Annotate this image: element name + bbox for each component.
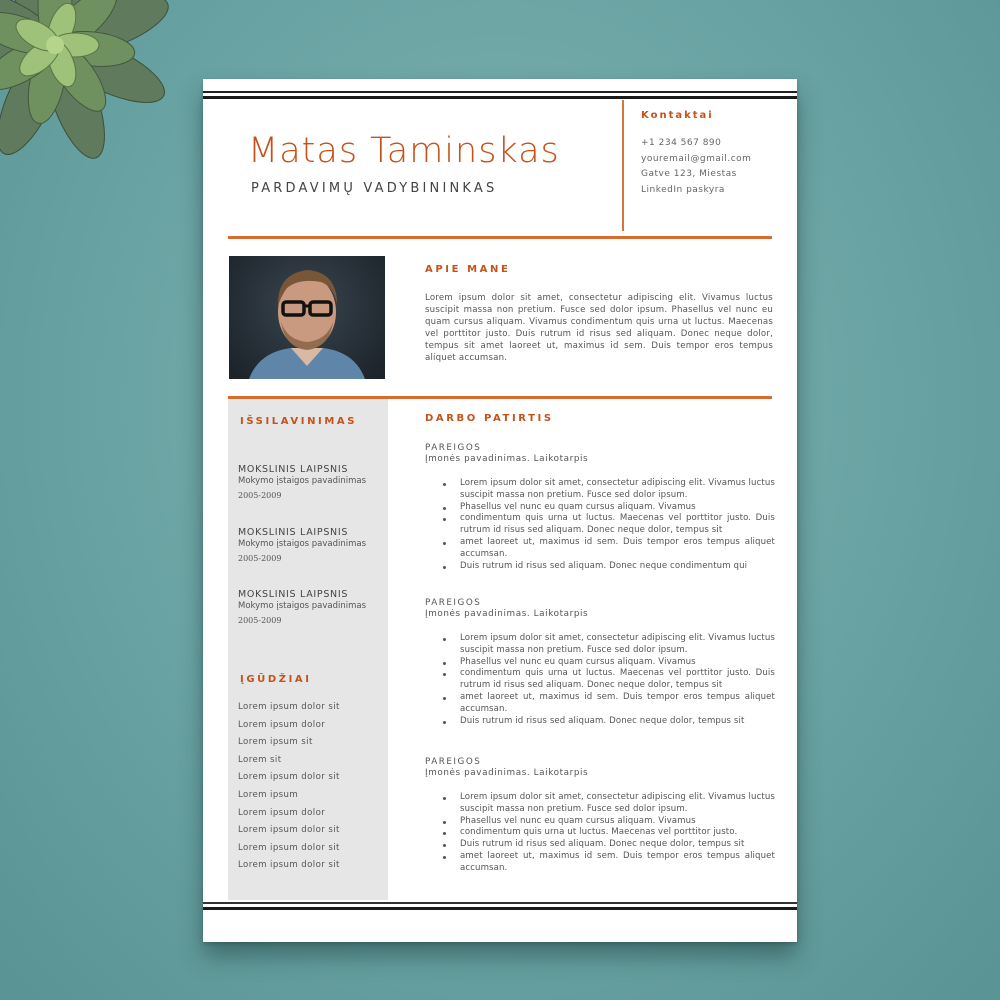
skill-item: Lorem ipsum dolor sit [238,772,340,783]
education-degree: MOKSLINIS LAIPSNIS [238,589,349,600]
education-years: 2005-2009 [238,491,282,500]
job-bullet: amet laoreet ut, maximus id sem. Duis tempor eros tempus aliquet accumsan. [441,851,775,875]
job-bullet: Lorem ipsum dolor sit amet, consectetur adipiscing elit. Vivamus luctus suscipit massa non pretium. Fusce sed dolor ipsum. [441,478,775,502]
succulent-plant-decoration [0,0,200,180]
person-portrait-icon [229,256,385,379]
skill-item: Lorem ipsum sit [238,737,313,748]
job-bullet: condimentum quis urna ut luctus. Maecenas vel porttitor justo. Duis rutrum id risus sed aliquam. Donec neque dolor, tempus sit [441,668,775,692]
education-school: Mokymo įstaigos pavadinimas [238,476,367,486]
top-border-rule [203,91,797,93]
skill-item: Lorem ipsum [238,789,299,800]
job-bullet: Duis rutrum id risus sed aliquam. Donec neque dolor, tempus sit [441,716,775,728]
resume-page [203,79,797,942]
education-degree: MOKSLINIS LAIPSNIS [238,464,349,475]
about-title: APIE MANE [425,264,511,275]
job-bullet: Phasellus vel nunc eu quam cursus aliquam. Vivamus [441,816,775,828]
experience-entry [425,443,775,572]
contact-address: Gatve 123, Miestas [641,169,737,179]
education-item [238,527,366,563]
skill-item: Lorem ipsum dolor sit [238,825,340,836]
job-company: Įmonės pavadinimas. Laikotarpis [425,609,589,619]
contact-email: youremail@gmail.com [641,153,752,164]
about-text: Lorem ipsum dolor sit amet, consectetur adipiscing elit. Vivamus luctus suscipit massa non pretium. Fusce sed dolor ipsum. Phasellus vel nunc eu quam cursus aliquam. Vivamus condimentum quis urna ut luctus. Maecenas vel porttitor justo. Duis rutrum id risus sed aliquam. Donec neque dolor, tempus sit amet laoreet ut, maximus id sem. Duis tempor eros tempus aliquet accumsan. [425,293,773,363]
experience-title: DARBO PATIRTIS [425,413,554,424]
job-company: Įmonės pavadinimas. Laikotarpis [425,768,589,778]
skills-list [238,702,340,878]
bottom-border-rule [203,907,797,910]
skill-item: Lorem ipsum dolor [238,807,326,818]
job-title: PARDAVIMŲ VADYBININKAS [251,181,498,196]
job-bullet: condimentum quis urna ut luctus. Maecenas vel porttitor justo. [441,827,775,839]
contact-linkedin: LinkedIn paskyra [641,184,725,195]
skill-item: Lorem ipsum dolor sit [238,702,340,712]
education-years: 2005-2009 [238,616,282,625]
job-bullet: Lorem ipsum dolor sit amet, consectetur adipiscing elit. Vivamus luctus suscipit massa non pretium. Fusce sed dolor ipsum. [441,633,775,657]
header-divider [622,100,624,231]
job-bullet: condimentum quis urna ut luctus. Maecenas vel porttitor justo. Duis rutrum id risus sed aliquam. Donec neque dolor, tempus sit [441,513,775,537]
sidebar [228,399,388,900]
education-school: Mokymo įstaigos pavadinimas [238,601,367,611]
experience-entry [425,598,775,727]
candidate-name: Matas Taminskas [248,131,560,171]
skill-item: Lorem ipsum dolor sit [238,860,340,871]
job-bullet: Phasellus vel nunc eu quam cursus aliquam. Vivamus [441,657,775,669]
experience-entry [425,757,775,875]
contacts-block [641,110,751,198]
job-role: PAREIGOS [425,598,482,608]
job-bullets [425,633,775,727]
education-years: 2005-2009 [238,554,282,563]
education-school: Mokymo įstaigos pavadinimas [238,539,367,549]
education-item [238,589,366,625]
job-bullet: amet laoreet ut, maximus id sem. Duis tempor eros tempus aliquet accumsan. [441,692,775,716]
job-bullet: Lorem ipsum dolor sit amet, consectetur adipiscing elit. Vivamus luctus suscipit massa non pretium. Fusce sed dolor ipsum. [441,792,775,816]
job-bullets [425,478,775,572]
education-title: IŠSILAVINIMAS [240,416,358,427]
top-border-rule [203,96,797,99]
job-role: PAREIGOS [425,443,482,453]
skill-item: Lorem sit [238,754,282,765]
contacts-title: Kontaktai [641,110,714,121]
job-company: Įmonės pavadinimas. Laikotarpis [425,454,589,464]
education-item [238,464,366,500]
job-bullet: Duis rutrum id risus sed aliquam. Donec neque dolor, tempus sit [441,839,775,851]
job-bullets [425,792,775,875]
skills-title: ĮGŪDŽIAI [240,674,312,685]
skill-item: Lorem ipsum dolor sit [238,842,340,853]
profile-photo [229,256,385,379]
contact-phone: +1 234 567 890 [641,138,722,148]
job-bullet: Duis rutrum id risus sed aliquam. Donec neque condimentum qui [441,561,775,573]
education-degree: MOKSLINIS LAIPSNIS [238,527,349,538]
skill-item: Lorem ipsum dolor [238,719,326,730]
job-bullet: amet laoreet ut, maximus id sem. Duis tempor eros tempus aliquet accumsan. [441,537,775,561]
job-bullet: Phasellus vel nunc eu quam cursus aliquam. Vivamus [441,502,775,514]
bottom-border-rule [203,902,797,904]
job-role: PAREIGOS [425,757,482,767]
section-divider [228,236,772,239]
